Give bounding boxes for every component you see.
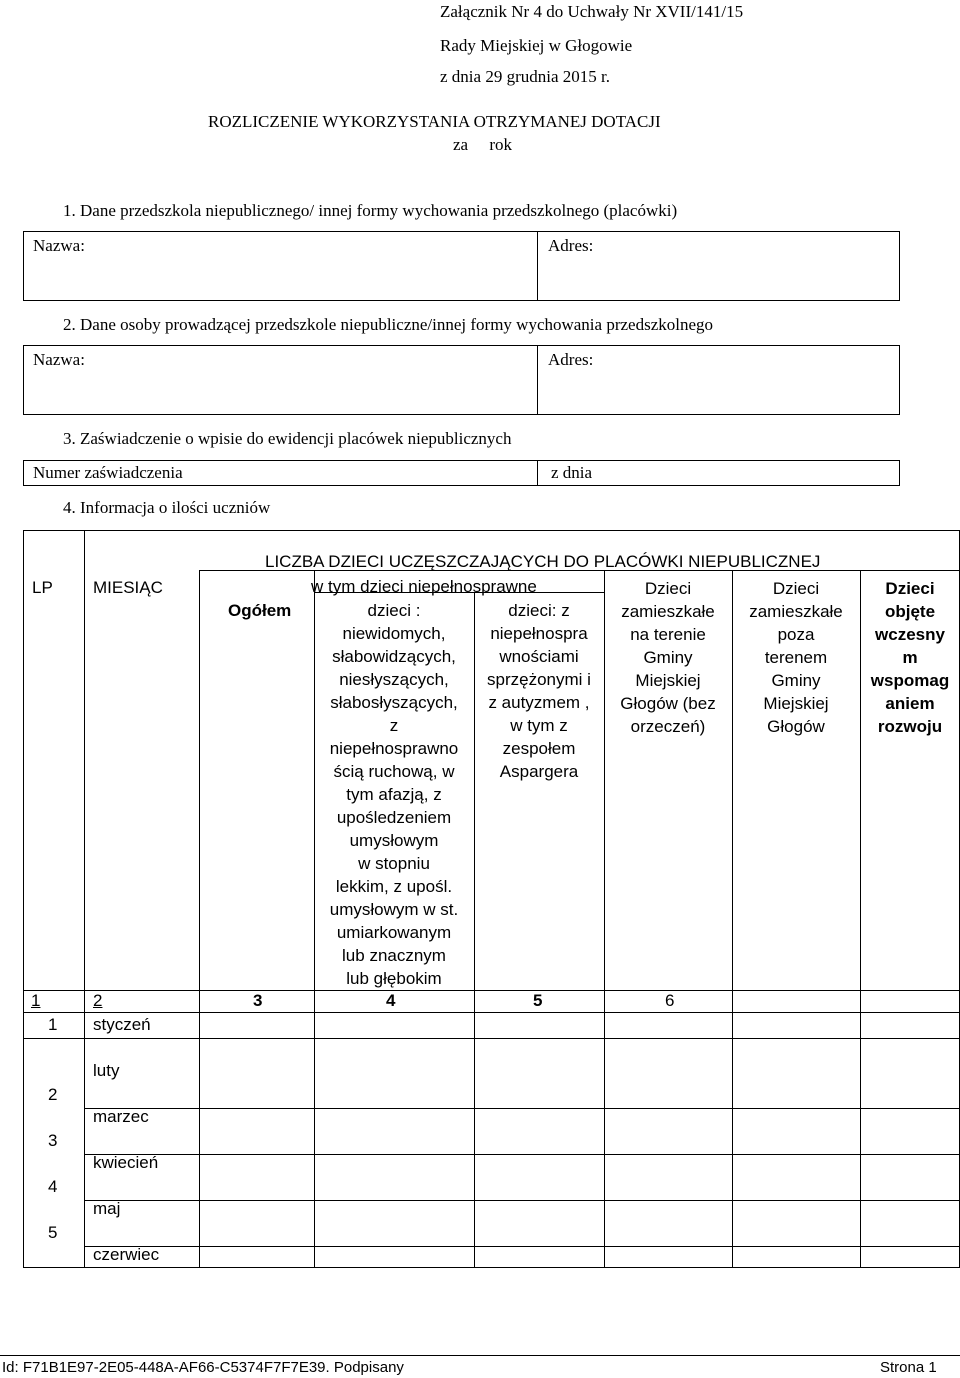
column-children-count-header: LICZBA DZIECI UCZĘSZCZAJĄCYCH DO PLACÓWKI NIEPUBLICZNEJ	[265, 552, 821, 571]
header-line: Gminy	[771, 671, 821, 690]
header-line: m	[902, 648, 918, 667]
header-line: wnościami	[499, 647, 579, 666]
header-line: niesłyszących,	[339, 670, 449, 689]
section-1-address-field[interactable]	[537, 231, 900, 301]
header-line: tym afazją, z	[346, 785, 442, 804]
header-line: wczesny	[875, 625, 945, 644]
column-number-4: 4	[386, 991, 396, 1010]
row-lp: 3	[48, 1131, 58, 1150]
header-line: objęte	[884, 602, 936, 621]
header-line: w stopniu	[358, 854, 430, 873]
certificate-date-field[interactable]	[537, 460, 900, 486]
row-lp: 5	[48, 1223, 58, 1242]
column-number-5: 5	[533, 991, 543, 1010]
section-2-address-field[interactable]	[537, 345, 900, 415]
attachment-header: Załącznik Nr 4 do Uchwały Nr XVII/141/15	[440, 2, 744, 21]
row-lp: 1	[48, 1015, 58, 1034]
row-month: styczeń	[93, 1015, 151, 1034]
header-line: niepełnosprawno	[329, 739, 459, 758]
header-line: rozwoju	[877, 717, 943, 736]
table-divider	[84, 1246, 960, 1247]
section-2-heading: 2. Dane osoby prowadzącej przedszkole niepubliczne/innej formy wychowania przedszkolnego	[63, 315, 714, 334]
section-3-heading: 3. Zaświadczenie o wpisie do ewidencji placówek niepublicznych	[63, 429, 512, 448]
footer-divider	[0, 1355, 960, 1356]
section-1-name-field[interactable]	[23, 231, 538, 301]
row-month: czerwiec	[93, 1245, 160, 1264]
header-line: zamieszkałe	[749, 602, 843, 621]
column-lp: LP	[32, 578, 53, 597]
header-line: z	[389, 716, 399, 735]
document-title: ROZLICZENIE WYKORZYSTANIA OTRZYMANEJ DOTACJI	[208, 112, 661, 131]
header-line: niewidomych,	[342, 624, 446, 643]
header-line: Dzieci	[772, 579, 820, 598]
section-1-name-label: Nazwa:	[33, 236, 85, 255]
header-line: wspomag	[870, 671, 950, 690]
column-month: MIESIĄC	[93, 578, 163, 597]
column-number-6: 6	[665, 991, 675, 1010]
header-line: lub znacznym	[342, 946, 446, 965]
table-divider	[23, 990, 960, 991]
table-divider	[84, 1200, 960, 1201]
header-line: Miejskiej	[763, 694, 829, 713]
council-name: Rady Miejskiej w Głogowie	[440, 36, 633, 55]
header-line: Dzieci	[885, 579, 935, 598]
row-lp: 2	[48, 1085, 58, 1104]
table-divider	[84, 1108, 960, 1109]
header-line: umysłowym w st.	[329, 900, 459, 919]
header-line: z autyzmem ,	[488, 693, 590, 712]
header-line: sprzężonymi i	[487, 670, 591, 689]
header-line: Aspargera	[499, 762, 579, 781]
header-line: Głogów (bez	[620, 694, 716, 713]
header-line: Dzieci	[644, 579, 692, 598]
column-disabled-header: w tym dzieci niepełnosprawne	[311, 577, 537, 596]
header-line: lekkim, z upośl.	[335, 877, 453, 896]
row-month: marzec	[93, 1107, 149, 1126]
header-line: słabowidzących,	[332, 647, 456, 666]
column-number-1: 1	[31, 991, 41, 1010]
header-line: na terenie	[630, 625, 706, 644]
column-number-2: 2	[93, 991, 103, 1010]
header-line: umiarkowanym	[336, 923, 452, 942]
header-line: umysłowym	[349, 831, 439, 850]
page-number: Strona 1	[880, 1359, 937, 1376]
document-year: za rok	[453, 135, 513, 154]
table-divider	[23, 1038, 960, 1039]
row-month: kwiecień	[93, 1153, 159, 1172]
column-disabled-multiple	[474, 599, 604, 783]
column-resident-children	[604, 577, 732, 738]
header-line: lub głębokim	[346, 969, 442, 988]
column-total: Ogółem	[228, 601, 292, 620]
header-line: w tym z	[510, 716, 568, 735]
section-1-heading: 1. Dane przedszkola niepublicznego/ innej formy wychowania przedszkolnego (placówki)	[63, 201, 678, 220]
row-month: luty	[93, 1061, 120, 1080]
header-line: ścią ruchową, w	[333, 762, 455, 781]
table-divider	[23, 1012, 960, 1013]
header-line: zespołem	[502, 739, 576, 758]
row-month: maj	[93, 1199, 121, 1218]
row-lp: 4	[48, 1177, 58, 1196]
section-1-address-label: Adres:	[548, 236, 594, 255]
certificate-date-label: z dnia	[551, 463, 593, 482]
table-divider	[199, 570, 200, 1268]
header-line: terenem	[764, 648, 828, 667]
header-line: zamieszkałe	[621, 602, 715, 621]
header-line: Gminy	[643, 648, 693, 667]
resolution-date: z dnia 29 grudnia 2015 r.	[440, 67, 610, 86]
column-nonresident-children	[732, 577, 860, 738]
document-id: Id: F71B1E97-2E05-448A-AF66-C5374F7F7E39. Podpisany	[2, 1359, 404, 1376]
section-4-heading: 4. Informacja o ilości uczniów	[63, 498, 271, 517]
header-line: orzeczeń)	[630, 717, 706, 736]
header-line: upośledzeniem	[336, 808, 452, 827]
header-line: poza	[777, 625, 815, 644]
header-line: dzieci :	[367, 601, 421, 620]
column-disabled-sensory	[314, 599, 474, 990]
header-line: dzieci: z	[508, 601, 570, 620]
certificate-number-field[interactable]	[23, 460, 538, 486]
section-2-address-label: Adres:	[548, 350, 594, 369]
header-line: aniem	[885, 694, 935, 713]
header-line: Głogów	[767, 717, 825, 736]
header-line: słabosłyszących,	[330, 693, 458, 712]
table-divider	[84, 1154, 960, 1155]
certificate-number-label: Numer zaświadczenia	[33, 463, 183, 482]
column-number-3: 3	[253, 991, 263, 1010]
header-line: niepełnospra	[490, 624, 588, 643]
table-divider	[84, 530, 85, 1268]
section-2-name-label: Nazwa:	[33, 350, 85, 369]
header-line: Miejskiej	[635, 671, 701, 690]
column-early-development	[860, 577, 960, 738]
section-2-name-field[interactable]	[23, 345, 538, 415]
